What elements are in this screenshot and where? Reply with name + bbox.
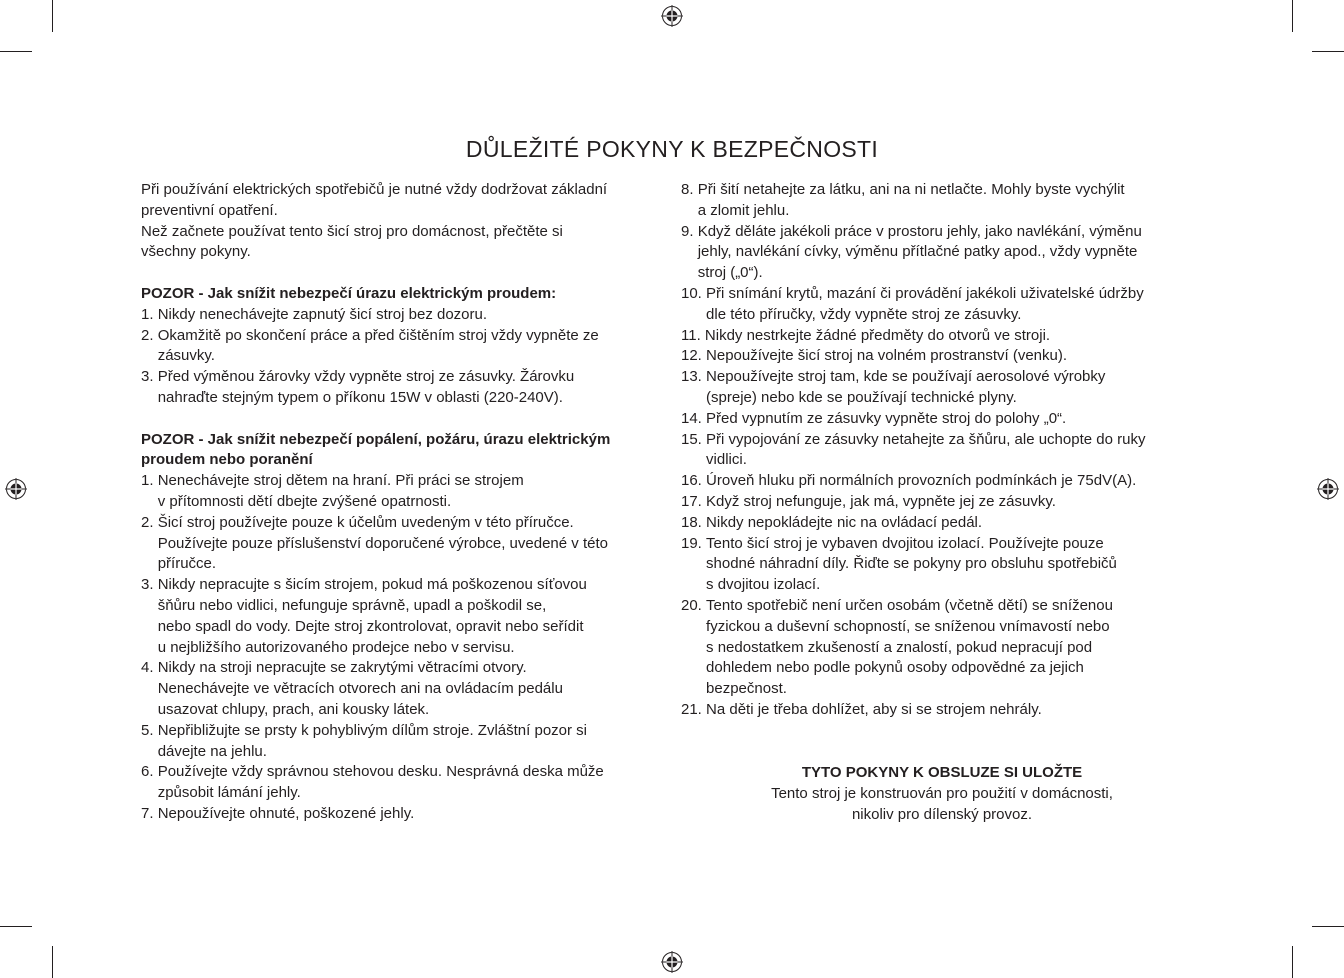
- list-item-number: 1.: [141, 472, 158, 490]
- list-item-number: 9.: [681, 222, 698, 240]
- list-item-line: Nikdy na stroji nepracujte se zakrytými větracími otvory.: [157, 659, 527, 677]
- list-item: [141, 721, 671, 763]
- list-item-number: 2.: [141, 326, 158, 344]
- list-item-line: fyzickou a duševní schopností, se sníženou vnímavostí nebo: [706, 617, 1110, 635]
- list-item-line: Používejte pouze příslušenství doporučené výrobce, uvedené v této: [157, 534, 608, 552]
- intro-text: Při používání elektrických spotřebičů je nutné vždy dodržovat základní: [141, 181, 608, 198]
- list-item-number: 17.: [681, 492, 707, 510]
- footer-text: nikoliv pro dílenský provoz.: [851, 805, 1033, 823]
- list-item-text: [158, 804, 671, 825]
- crop-mark: [52, 0, 53, 32]
- list-item-number: 11.: [681, 326, 705, 344]
- list-item: [141, 762, 671, 804]
- numbered-list: [681, 284, 1211, 721]
- list-item-text: [158, 305, 671, 326]
- list-item-line: shodné náhradní díly. Řiďte se pokyny pro obsluhu spotřebičů: [706, 555, 1117, 573]
- numbered-list: [681, 180, 1211, 284]
- registration-mark-icon: [1317, 478, 1339, 500]
- list-item-line: Nepoužívejte stroj tam, kde se používají aerosolové výrobky: [706, 368, 1106, 386]
- list-item-number: 4.: [141, 659, 158, 677]
- list-item: [681, 700, 1211, 721]
- list-item-number: 21.: [681, 700, 707, 718]
- list-item-line: způsobit lámání jehly.: [157, 784, 301, 802]
- list-item-line: dohledem nebo podle pokynů osoby odpovědné za jejich: [706, 659, 1084, 677]
- list-item-line: Používejte vždy správnou stehovou desku. Nesprávná deska může: [157, 763, 604, 781]
- list-item-number: 15.: [681, 430, 707, 448]
- list-item-number: 14.: [681, 409, 707, 427]
- list-item-line: Když děláte jakékoli práce v prostoru jehly, jako navlékání, výměnu: [697, 222, 1142, 240]
- crop-mark: [0, 926, 32, 927]
- list-item-line: Nepřibližujte se prsty k pohyblivým dílům stroje. Zvláštní pozor si: [157, 721, 588, 739]
- list-item-line: Okamžitě po skončení práce a před čištěním stroj vždy vypněte ze: [157, 326, 599, 344]
- list-item-line: Při šití netahejte za látku, ani na ni netlačte. Mohly byste vychýlit: [697, 181, 1125, 198]
- list-item: [681, 180, 1211, 222]
- list-item-text: [706, 492, 1211, 513]
- list-item: [681, 367, 1211, 409]
- page-title: DŮLEŽITÉ POKYNY K BEZPEČNOSTI: [465, 136, 879, 162]
- list-item: [141, 804, 671, 825]
- list-item: [681, 284, 1211, 326]
- list-item-line: Při vypojování ze zásuvky netahejte za šňůru, ale uchopte do ruky: [706, 430, 1146, 448]
- list-item-line: bezpečnost.: [706, 680, 787, 698]
- list-item-number: 18.: [681, 513, 707, 531]
- list-item-number: 19.: [681, 534, 707, 552]
- list-item-line: Nepoužívejte šicí stroj na volném prostranství (venku).: [706, 347, 1068, 365]
- list-item-number: 16.: [681, 472, 707, 490]
- section-heading: POZOR - Jak snížit nebezpečí úrazu elektrickým proudem:: [141, 284, 557, 302]
- list-item-line: dávejte na jehlu.: [157, 742, 267, 760]
- list-item-line: Nenechávejte ve větracích otvorech ani na ovládacím pedálu: [157, 680, 563, 698]
- list-item: [681, 222, 1211, 284]
- list-item: [681, 534, 1211, 596]
- registration-mark-icon: [5, 478, 27, 500]
- list-item-line: Nikdy nepracujte s šicím strojem, pokud má poškozenou síťovou: [157, 576, 587, 594]
- list-item: [141, 326, 671, 368]
- list-item-line: Při snímání krytů, mazání či provádění jakékoli uživatelské údržby: [706, 284, 1144, 302]
- intro-text: všechny pokyny.: [141, 243, 251, 261]
- list-item: [681, 471, 1211, 492]
- list-item: [681, 409, 1211, 430]
- list-item-number: 5.: [141, 721, 158, 739]
- list-item-text: [706, 430, 1211, 472]
- list-item: [681, 492, 1211, 513]
- list-item-text: [706, 284, 1211, 326]
- registration-mark-icon: [661, 951, 683, 973]
- footer-note: [681, 763, 1203, 825]
- crop-mark: [1312, 926, 1344, 927]
- section-heading: POZOR - Jak snížit nebezpečí popálení, požáru, úrazu elektrickým: [141, 430, 611, 448]
- list-item: [141, 658, 671, 720]
- list-item-text: [158, 658, 671, 720]
- list-item-line: dle této příručky, vždy vypněte stroj ze zásuvky.: [706, 305, 1022, 323]
- list-item-line: stroj („0“).: [697, 264, 763, 282]
- list-item-text: [158, 762, 671, 804]
- list-item-line: usazovat chlupy, prach, ani kousky látek.: [157, 700, 430, 718]
- list-item: [141, 575, 671, 658]
- list-item-text: [706, 534, 1211, 596]
- list-item-line: Šicí stroj používejte pouze k účelům uvedeným v této příručce.: [157, 513, 574, 531]
- list-item-number: 3.: [141, 368, 158, 386]
- list-item: [141, 367, 671, 409]
- list-item-line: jehly, navlékání cívky, výměnu přítlačné patky apod., vždy vypněte: [697, 243, 1138, 261]
- right-column: [681, 180, 1211, 721]
- list-item-line: s dvojitou izolací.: [706, 576, 821, 594]
- list-item: [681, 326, 1211, 347]
- list-item-line: zásuvky.: [157, 347, 215, 365]
- list-item-line: Před výměnou žárovky vždy vypněte stroj ze zásuvky. Žárovku: [157, 368, 575, 386]
- list-item-line: Nenechávejte stroj dětem na hraní. Při práci se strojem: [157, 472, 524, 490]
- crop-mark: [52, 946, 53, 978]
- list-item-line: Nikdy nepokládejte nic na ovládací pedál.: [706, 513, 983, 531]
- list-item-number: 13.: [681, 368, 707, 386]
- list-item-number: 20.: [681, 596, 707, 614]
- intro-text: Než začnete používat tento šicí stroj pro domácnost, přečtěte si: [141, 222, 563, 240]
- list-item: [141, 471, 671, 513]
- list-item: [141, 513, 671, 575]
- list-item-text: [706, 409, 1211, 430]
- list-item: [141, 305, 671, 326]
- list-item-text: [705, 326, 1211, 347]
- list-item-line: s nedostatkem zkušeností a znalostí, pokud nepracují pod: [706, 638, 1093, 656]
- list-item-line: Nepoužívejte ohnuté, poškozené jehly.: [157, 804, 415, 822]
- list-item-number: 3.: [141, 576, 158, 594]
- list-item-line: Nikdy nestrkejte žádné předměty do otvorů ve stroji.: [704, 326, 1051, 344]
- list-item-text: [158, 513, 671, 575]
- list-item-line: Tento šicí stroj je vybaven dvojitou izolací. Používejte pouze: [706, 534, 1104, 552]
- list-item-text: [706, 513, 1211, 534]
- list-item-line: Tento spotřebič není určen osobám (včetně dětí) se sníženou: [706, 596, 1113, 614]
- list-item-line: Nikdy nenechávejte zapnutý šicí stroj bez dozoru.: [157, 305, 488, 323]
- list-item-number: 1.: [141, 305, 158, 323]
- footer-text: Tento stroj je konstruován pro použití v domácnosti,: [771, 784, 1113, 802]
- numbered-list: [141, 305, 671, 409]
- intro-text: preventivní opatření.: [141, 201, 278, 219]
- spacer: [141, 263, 671, 284]
- list-item-line: příručce.: [157, 555, 217, 573]
- list-item-line: nahraďte stejným typem o příkonu 15W v oblasti (220-240V).: [157, 388, 563, 406]
- list-item-line: Na děti je třeba dohlížet, aby si se strojem nehrály.: [706, 700, 1042, 718]
- list-item-text: [698, 222, 1211, 284]
- list-item-text: [698, 180, 1211, 222]
- list-item-text: [158, 471, 671, 513]
- list-item-line: (spreje) nebo kde se používají technické plyny.: [706, 388, 1017, 406]
- list-item-text: [158, 721, 671, 763]
- list-item-number: 12.: [681, 347, 707, 365]
- list-item-text: [706, 471, 1211, 492]
- list-item: [681, 346, 1211, 367]
- list-item-number: 6.: [141, 763, 158, 781]
- list-item-line: vidlici.: [706, 451, 747, 469]
- crop-mark: [1292, 946, 1293, 978]
- list-item-text: [706, 346, 1211, 367]
- list-item-line: nebo spadl do vody. Dejte stroj zkontrolovat, opravit nebo seřídit: [157, 617, 584, 635]
- list-item-text: [158, 575, 671, 658]
- list-item-number: 8.: [681, 181, 698, 198]
- list-item-text: [158, 367, 671, 409]
- crop-mark: [0, 51, 32, 52]
- list-item-text: [706, 367, 1211, 409]
- crop-mark: [1292, 0, 1293, 32]
- list-item-line: Úroveň hluku při normálních provozních podmínkách je 75dV(A).: [706, 472, 1137, 490]
- numbered-list: [141, 471, 671, 825]
- list-item: [681, 513, 1211, 534]
- spacer: [141, 409, 671, 430]
- list-item-text: [158, 326, 671, 368]
- left-column: [141, 180, 671, 825]
- list-item: [681, 596, 1211, 700]
- list-item-number: 7.: [141, 804, 158, 822]
- list-item-line: v přítomnosti dětí dbejte zvýšené opatrnosti.: [157, 492, 452, 510]
- list-item-line: u nejbližšího autorizovaného prodejce nebo v servisu.: [157, 638, 515, 656]
- list-item-text: [706, 596, 1211, 700]
- list-item-line: Když stroj nefunguje, jak má, vypněte jej ze zásuvky.: [706, 492, 1056, 510]
- list-item-line: šňůru nebo vidlici, nefunguje správně, upadl a poškodil se,: [157, 596, 547, 614]
- crop-mark: [1312, 51, 1344, 52]
- list-item: [681, 430, 1211, 472]
- list-item-line: Před vypnutím ze zásuvky vypněte stroj do polohy „0“.: [706, 409, 1067, 427]
- footer-heading: TYTO POKYNY K OBSLUZE SI ULOŽTE: [801, 764, 1083, 781]
- list-item-text: [706, 700, 1211, 721]
- list-item-line: a zlomit jehlu.: [697, 201, 790, 219]
- list-item-number: 10.: [681, 284, 707, 302]
- registration-mark-icon: [661, 5, 683, 27]
- section-heading: proudem nebo poranění: [141, 451, 313, 469]
- list-item-number: 2.: [141, 513, 158, 531]
